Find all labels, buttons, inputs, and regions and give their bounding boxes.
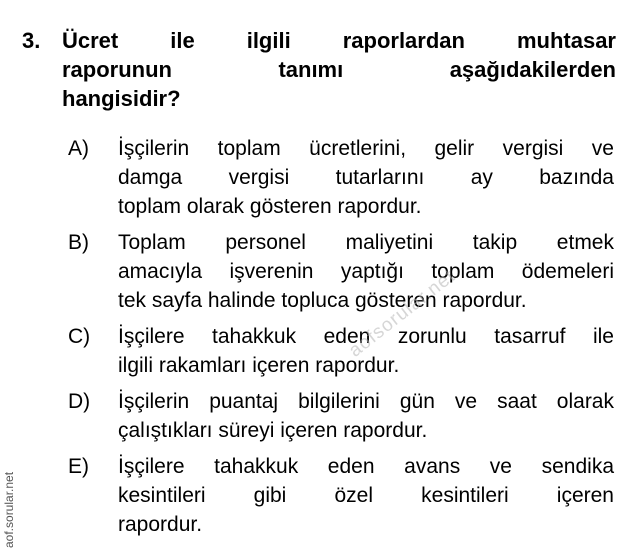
option-line: İşçilerin puantaj bilgilerini gün ve saat olarak (118, 390, 614, 413)
option-letter: C) (68, 325, 91, 348)
option-line: rapordur. (118, 513, 203, 536)
option-line: kesintileri gibi özel kesintileri içeren (118, 484, 614, 507)
option-text (118, 228, 614, 315)
option-e[interactable] (68, 452, 618, 539)
option-d[interactable] (68, 387, 618, 445)
option-letter: A) (68, 137, 89, 160)
option-line: damga vergisi tutarlarını ay bazında (118, 166, 614, 189)
question-line: hangisidir? (62, 86, 181, 111)
option-line: toplam olarak gösteren rapordur. (118, 195, 422, 218)
option-text (118, 134, 614, 221)
question-line: Ücret ile ilgili raporlardan muhtasar (62, 28, 616, 53)
option-text (118, 387, 614, 445)
answer-options (68, 134, 618, 546)
option-c[interactable] (68, 322, 618, 380)
option-line: çalıştıkları süreyi içeren rapordur. (118, 419, 428, 442)
option-line: İşçilere tahakkuk eden zorunlu tasarruf ile (118, 325, 614, 348)
option-a[interactable] (68, 134, 618, 221)
question-line: raporunun tanımı aşağıdakilerden (62, 57, 616, 82)
question-number: 3. (22, 28, 41, 53)
option-letter: D) (68, 390, 91, 413)
option-line: İşçilere tahakkuk eden avans ve sendika (118, 455, 614, 478)
option-letter: E) (68, 455, 89, 478)
option-letter: B) (68, 231, 89, 254)
option-b[interactable] (68, 228, 618, 315)
watermark-center: aofsorular.net (345, 265, 460, 362)
watermark-side: aof.sorular.net (2, 471, 16, 548)
option-line: amacıyla işverenin yaptığı toplam ödemeleri (118, 260, 614, 283)
option-text (118, 452, 614, 539)
option-line: ilgili rakamları içeren rapordur. (118, 354, 400, 377)
option-line: tek sayfa halinde topluca gösteren rapordur. (118, 289, 527, 312)
option-line: İşçilerin toplam ücretlerini, gelir vergisi ve (118, 137, 614, 160)
question-text (62, 26, 616, 113)
option-line: Toplam personel maliyetini takip etmek (118, 231, 614, 254)
